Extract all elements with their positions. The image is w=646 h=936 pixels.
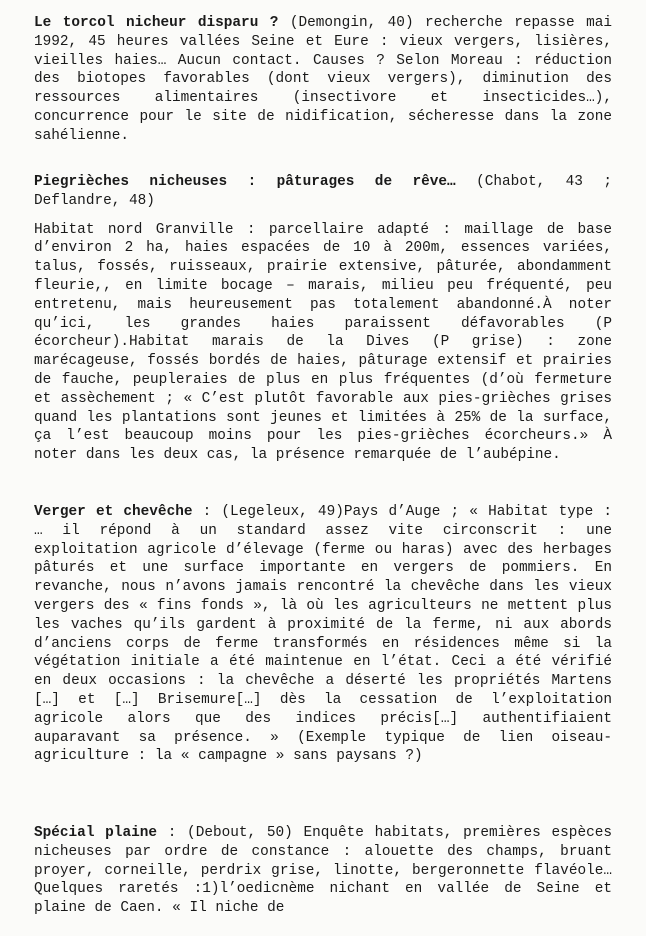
- section-heading-line: [34, 173, 612, 211]
- section-paragraph: [34, 503, 612, 766]
- section-body: (Demongin, 40) recherche repasse mai 1992, 45 heures vallées Seine et Eure : vieux vergers, lisières, vieilles haies… Aucun contact. Causes ? Selon Moreau : réduction des biotopes favorables (dont vieux vergers), diminution des ressources alimentaires (insectivore et insecticides…), concurrence pour le site de nidification, sécheresse dans la zone sahélienne.: [34, 15, 612, 144]
- section-paragraph: [34, 14, 612, 146]
- section-title: Spécial plaine: [34, 825, 157, 841]
- section-piegrieches: [34, 173, 612, 465]
- section-title: Le torcol nicheur disparu ?: [34, 15, 279, 31]
- section-body: : (Legeleux, 49)Pays d’Auge ; « Habitat type : … il répond à un standard assez vite circonscrit : une exploitation agricole d’élevage (ferme ou haras) avec des herbages pâturés et une surface importante en vergers de pommiers. En revanche, nous n’avons jamais rencontré la chevêche dans les vieux vergers des « fins fonds », là où les agriculteurs ne mettent plus les vaches qu’ils gardent à proximité de la ferme, ni aux abords d’anciens corps de ferme transformés en résidences même si la végétation initiale a été maintenue en l’état. Ceci a été vérifié en deux occasions : la chevêche a déserté les propriétés Martens […] et […] Brisemure[…] dès la cessation de l’exploitation agricole alors que des indices précis[…] authentifiaient auparavant sa présence. » (Exemple typique de lien oiseau-agriculture : la « campagne » sans paysans ?): [34, 504, 612, 765]
- section-torcol: [34, 14, 612, 146]
- section-title: Piegrièches nicheuses : pâturages de rêve…: [34, 174, 456, 190]
- section-paragraph: Habitat nord Granville : parcellaire adapté : maillage de base d’environ 2 ha, haies espacées de 10 à 200m, essences variées, talus, fossés, ruisseaux, prairie extensive, pâturée, abondamment fleurie,, en limite bocage – marais, milieu peu fréquenté, peu entretenu, mais heureusement pas totalement abandonné.À noter qu’ici, les grandes haies paraissent défavorables (P écorcheur).Habitat marais de la Dives (P grise) : zone marécageuse, fossés bordés de haies, pâturage extensif et prairies de fauche, peupleraies de plus en plus fréquentes (d’où fermeture et assèchement ; « C’est plutôt favorable aux pies-grièches grises quand les plantations sont jeunes et limitées à 25% de la surface, ça l’est beaucoup moins pour les pies-grièches écorcheurs.» À noter dans les deux cas, la présence remarquée de l’aubépine.: [34, 221, 612, 464]
- section-special-plaine: [34, 824, 612, 918]
- section-paragraph: [34, 824, 612, 918]
- section-body: : (Debout, 50) Enquête habitats, premières espèces nicheuses par ordre de constance : alouette des champs, bruant proyer, corneille, perdrix grise, linotte, bergeronnette flavéole… Quelques raretés :1)l’oedicnème nichant en vallée de Seine et plaine de Caen. « Il niche de: [34, 825, 612, 917]
- section-verger-cheveche: [34, 503, 612, 766]
- section-title: Verger et chevêche: [34, 504, 193, 520]
- document-page: [34, 0, 612, 936]
- paragraph-gap: [34, 211, 612, 221]
- section-citation: (Chabot, 43 ; Deflandre, 48): [34, 174, 613, 209]
